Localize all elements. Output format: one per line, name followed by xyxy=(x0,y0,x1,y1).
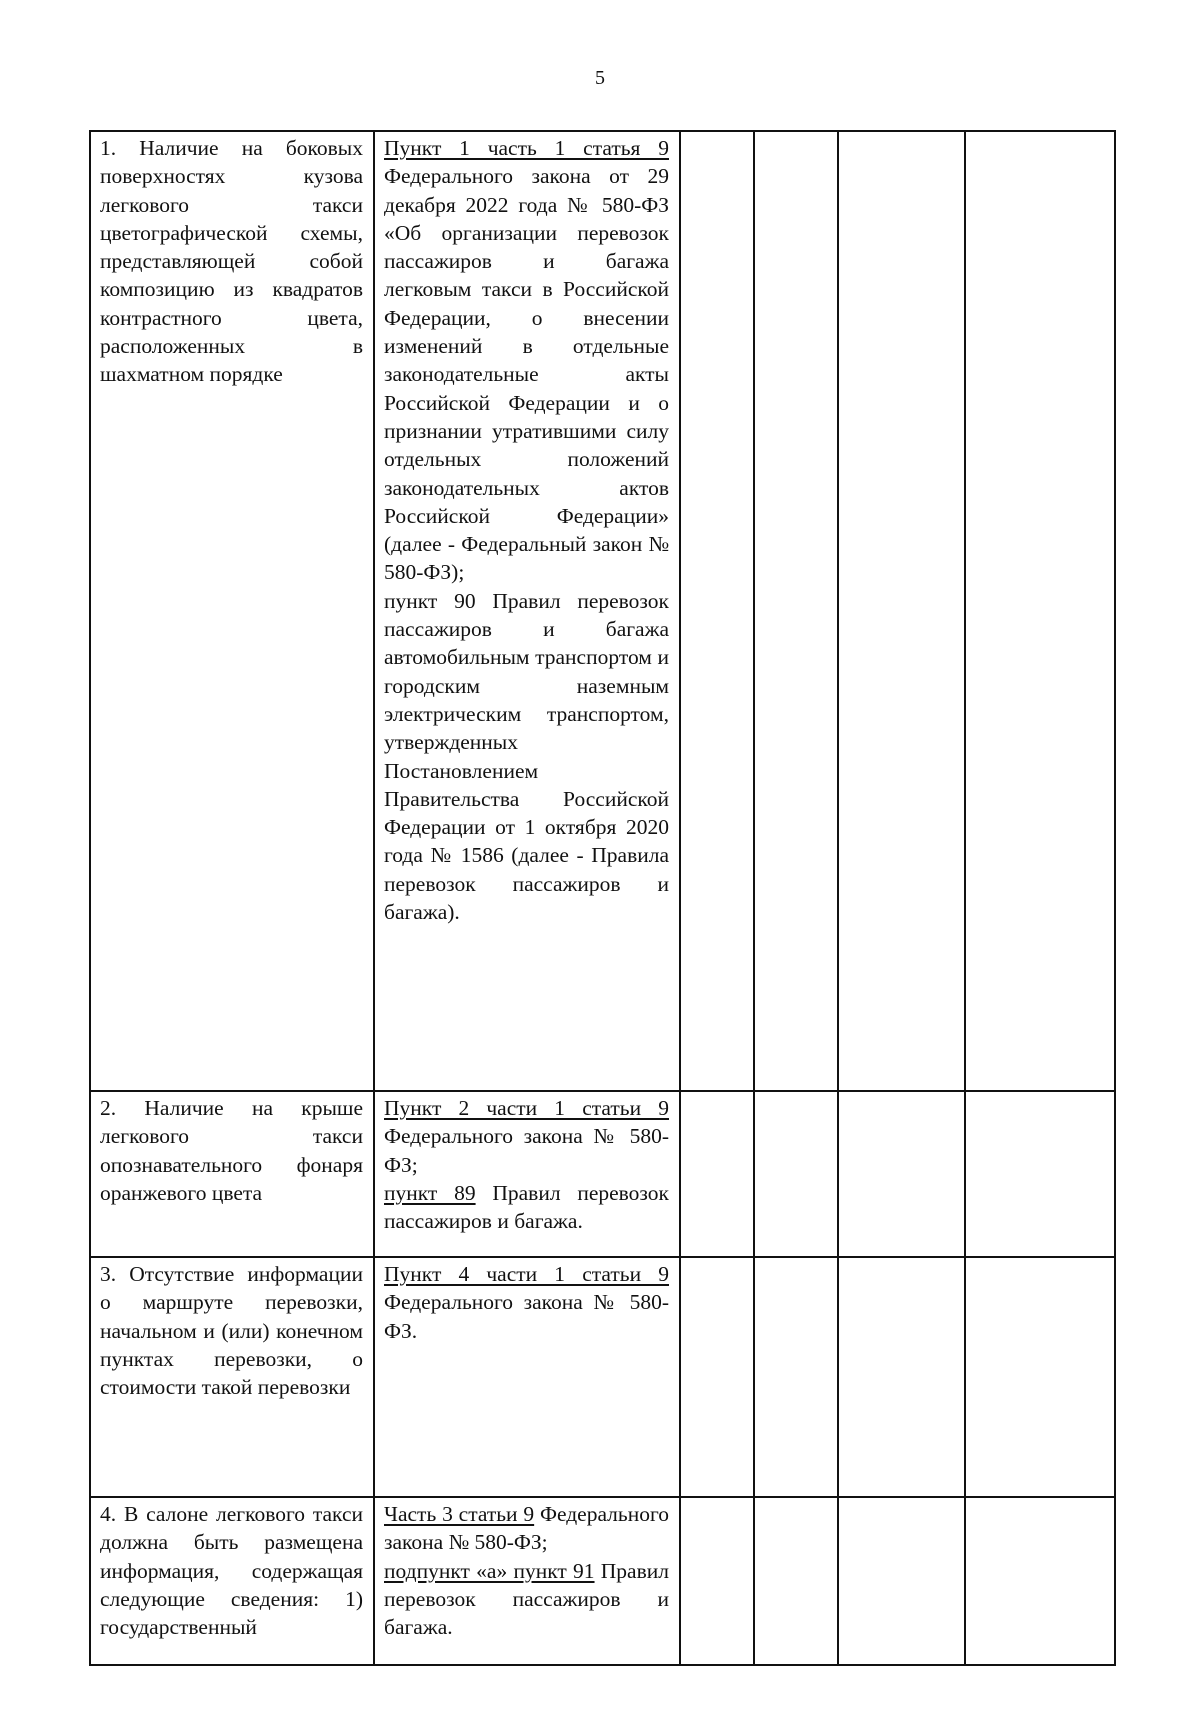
legal-reference: пункт 89 xyxy=(384,1180,476,1205)
page-number: 5 xyxy=(595,67,605,89)
requirements-table xyxy=(89,130,1116,1666)
legal-reference: Пункт 1 часть 1 статья 9 xyxy=(384,136,669,160)
table-row xyxy=(90,131,1115,1091)
legal-basis-cell xyxy=(374,1091,680,1257)
legal-reference: Пункт 4 части 1 статьи 9 xyxy=(384,1262,669,1286)
legal-reference: Часть 3 статьи 9 xyxy=(384,1502,535,1526)
empty-cell xyxy=(965,131,1115,1091)
empty-cell xyxy=(965,1497,1115,1665)
empty-cell xyxy=(965,1091,1115,1257)
legal-basis-text: Федерального закона от 29 декабря 2022 года № 580-ФЗ «Об организации перевозок пассажиров и багажа легковым такси в Российской Федерации, о внесении изменений в отдельные законодательные акты Российской Федерации и о признании утратившими силу отдельных положений законодательных актов Российской Федерации» (далее - Федеральный закон № 580-ФЗ); xyxy=(384,164,669,585)
empty-cell xyxy=(754,1497,838,1665)
legal-basis-text: Федерального закона № 580-ФЗ; xyxy=(384,1502,669,1555)
legal-basis-cell xyxy=(374,131,680,1091)
legal-reference: Пункт 2 части 1 статьи 9 xyxy=(384,1096,669,1120)
requirement-cell: 3. Отсутствие информации о маршруте перевозки, начальном и (или) конечном пунктах перевозки, о стоимости такой перевозки xyxy=(90,1257,374,1497)
legal-basis-text: Правил перевозок пассажиров и багажа. xyxy=(384,1558,669,1640)
table-row xyxy=(90,1091,1115,1257)
legal-basis-cell xyxy=(374,1257,680,1497)
empty-cell xyxy=(680,131,754,1091)
empty-cell xyxy=(680,1257,754,1497)
legal-basis-text: Федерального закона № 580-ФЗ; xyxy=(384,1124,669,1177)
empty-cell xyxy=(754,1091,838,1257)
empty-cell xyxy=(754,131,838,1091)
empty-cell xyxy=(754,1257,838,1497)
legal-reference: подпункт «а» пункт 91 xyxy=(384,1558,595,1583)
requirement-cell: 1. Наличие на боковых поверхностях кузова легкового такси цветографической схемы, представляющей собой композицию из квадратов контрастного цвета, расположенных в шахматном порядке xyxy=(90,131,374,1091)
legal-basis-cell xyxy=(374,1497,680,1665)
empty-cell xyxy=(680,1497,754,1665)
requirement-cell: 4. В салоне легкового такси должна быть размещена информация, содержащая следующие сведения: 1) государственный xyxy=(90,1497,374,1665)
table-row xyxy=(90,1257,1115,1497)
legal-basis-text: Федерального закона № 580-ФЗ. xyxy=(384,1290,669,1343)
empty-cell xyxy=(680,1091,754,1257)
legal-basis-text: Правил перевозок пассажиров и багажа. xyxy=(384,1180,669,1234)
legal-basis-text: пункт 90 Правил перевозок пассажиров и багажа автомобильным транспортом и городским наземным электрическим транспортом, утвержденных Постановлением Правительства Российской Федерации от 1 октября 2020 года № 1586 (далее - Правила перевозок пассажиров и багажа). xyxy=(384,588,669,925)
requirement-cell: 2. Наличие на крыше легкового такси опознавательного фонаря оранжевого цвета xyxy=(90,1091,374,1257)
empty-cell xyxy=(838,1497,965,1665)
empty-cell xyxy=(838,131,965,1091)
empty-cell xyxy=(965,1257,1115,1497)
table-row xyxy=(90,1497,1115,1665)
empty-cell xyxy=(838,1091,965,1257)
empty-cell xyxy=(838,1257,965,1497)
